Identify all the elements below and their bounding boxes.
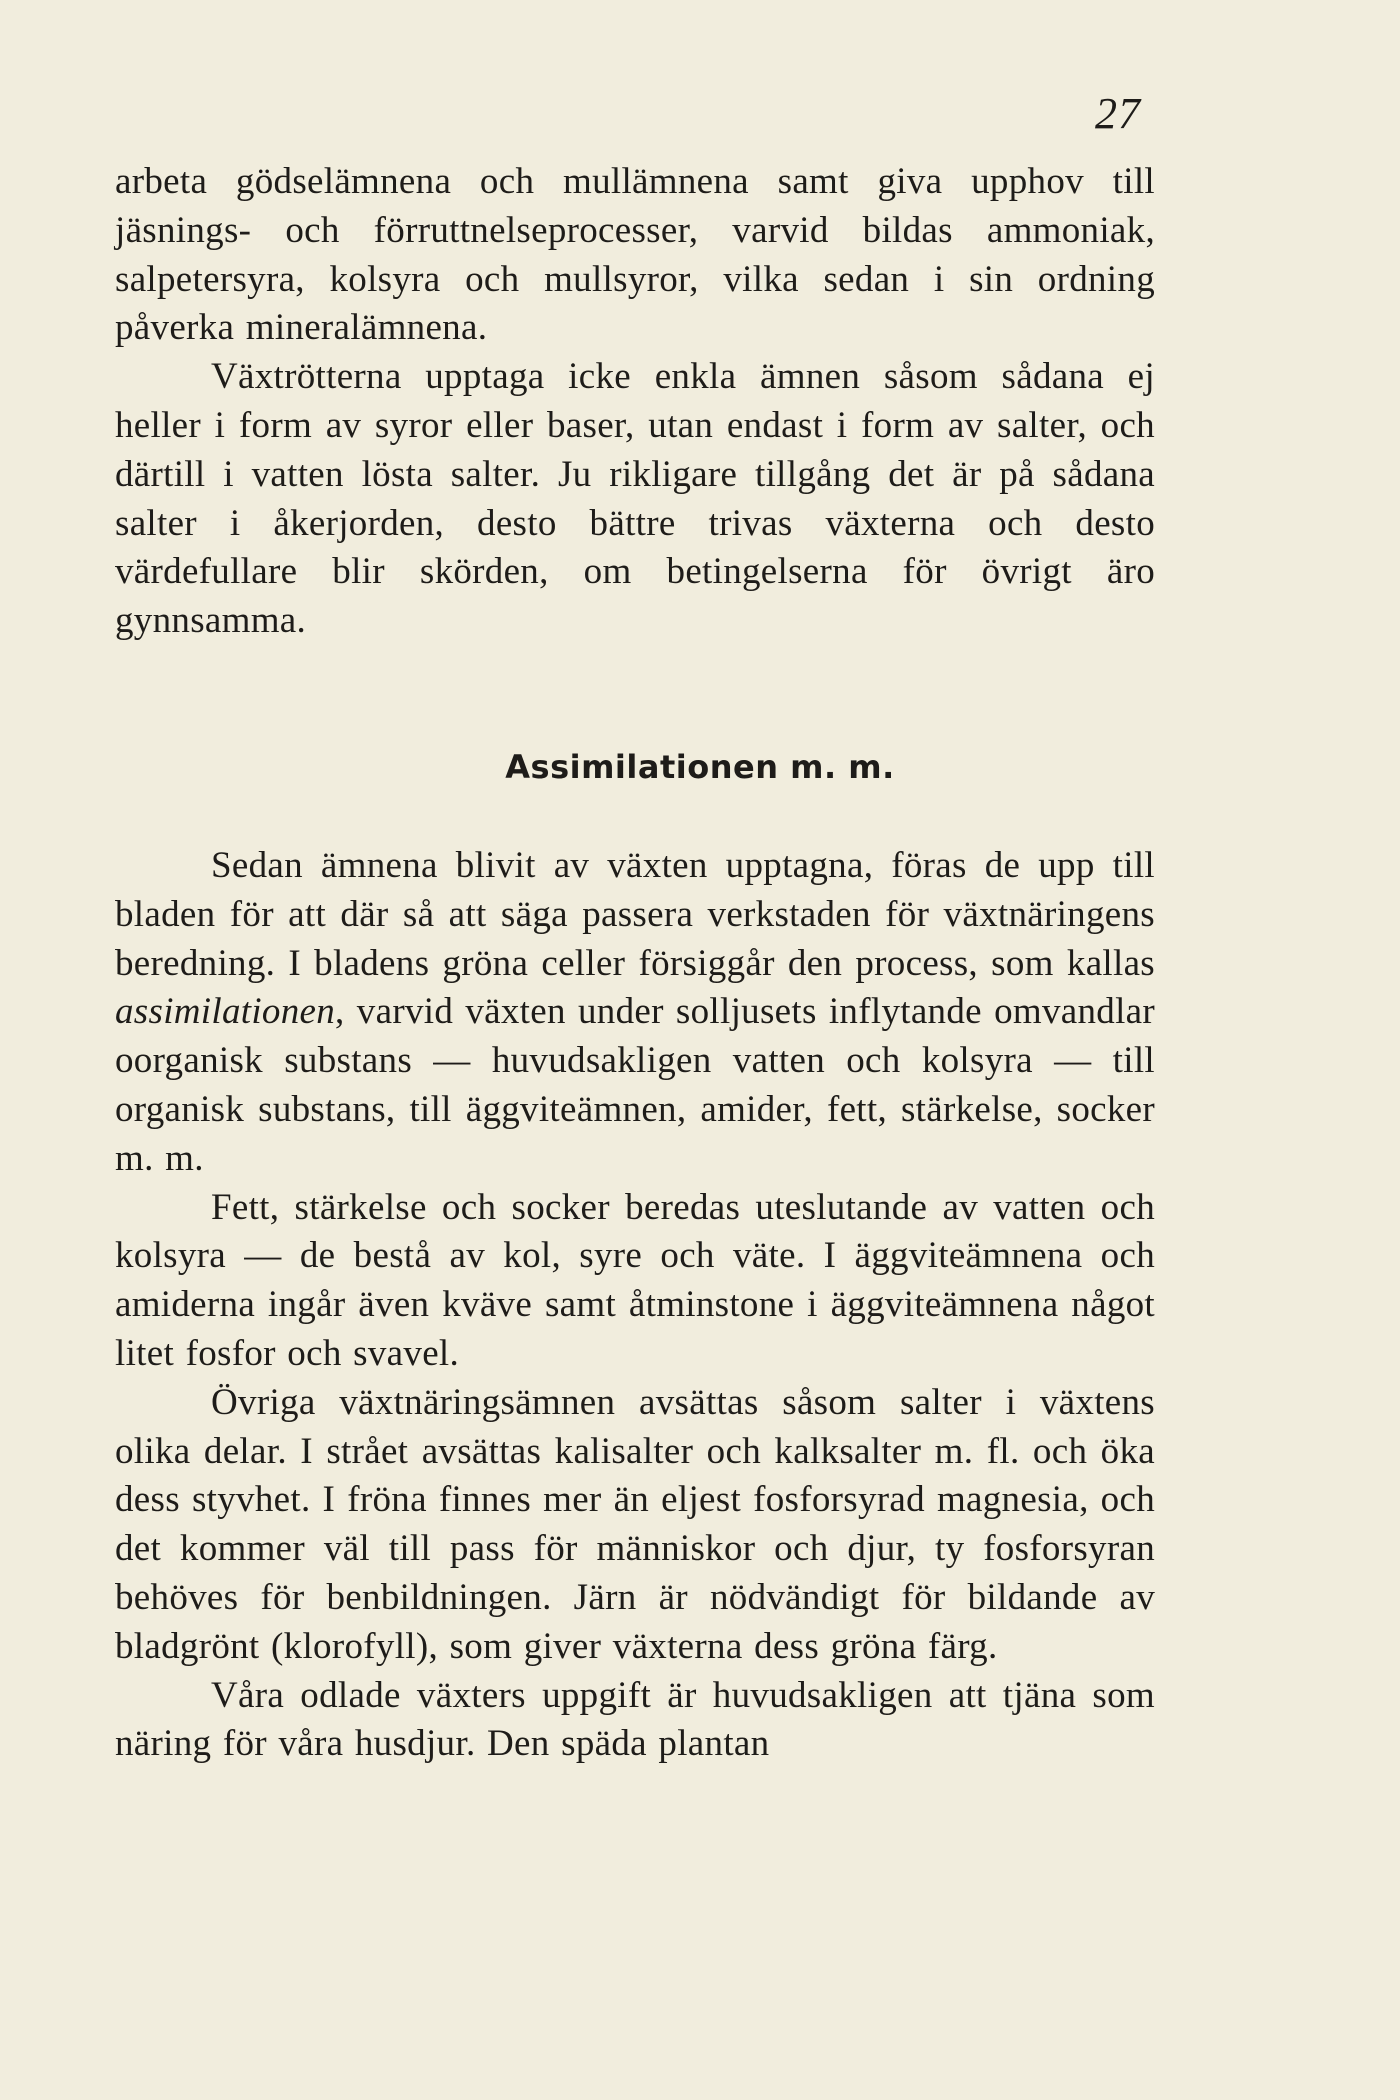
text-block-top: [115, 158, 1155, 646]
section-heading: Assimilationen m. m.: [505, 748, 895, 786]
paragraph-assimilation-end: , varvid växten under solljusets inflytande omvandlar oorganisk substans — huvudsakligen vatten och kolsyra — till organisk substans, till äggviteämnen, amider, fett, stärkelse, socker m. m.: [115, 991, 1155, 1179]
page-number: 27: [1095, 89, 1141, 138]
paragraph-assimilation-start: Sedan ämnena blivit av växten upptagna, föras de upp till bladen för att där så att säga passera verkstaden för växtnäringens beredning. I bladens gröna celler försiggår den process, som kallas: [115, 845, 1155, 984]
paragraph-assimilation: [115, 842, 1155, 1184]
paragraph-nutrients: Övriga växtnäringsämnen avsättas såsom salter i växtens olika delar. I strået avsättas kalisalter och kalksalter m. fl. och öka dess styvhet. I fröna finnes mer än eljest fosforsyrad magnesia, och det kommer väl till pass för människor och djur, ty fosforsyran behöves för benbildningen. Järn är nödvändigt för bildande av bladgrönt (klorofyll), som giver växterna dess gröna färg.: [115, 1381, 1155, 1667]
paragraph-roots: Växtrötterna upptaga icke enkla ämnen såsom sådana ej heller i form av syror eller baser, utan endast i form av salter, och därtill i vatten lösta salter. Ju rikligare tillgång det är på sådana salter i åkerjorden, desto bättre trivas växterna och desto värdefullare blir skörden, om betingelserna för övrigt äro gynnsamma.: [115, 356, 1155, 642]
paragraph-crops: Våra odlade växters uppgift är huvudsakligen att tjäna som näring för våra husdjur. Den späda plantan: [115, 1674, 1155, 1765]
paragraph-continuation: arbeta gödselämnena och mullämnena samt giva upphov till jäsnings- och förruttnelseprocesser, varvid bildas ammoniak, salpetersyra, kolsyra och mullsyror, vilka sedan i sin ordning påverka mineralämnena.: [115, 161, 1155, 349]
paragraph-fat-starch: Fett, stärkelse och socker beredas uteslutande av vatten och kolsyra — de bestå av kol, syre och väte. I äggviteämnena och amiderna ingår även kväve samt åtminstone i äggviteämnena något litet fosfor och svavel.: [115, 1186, 1155, 1374]
emphasized-term: assimilationen: [115, 991, 336, 1033]
text-block-bottom: [115, 842, 1155, 1769]
